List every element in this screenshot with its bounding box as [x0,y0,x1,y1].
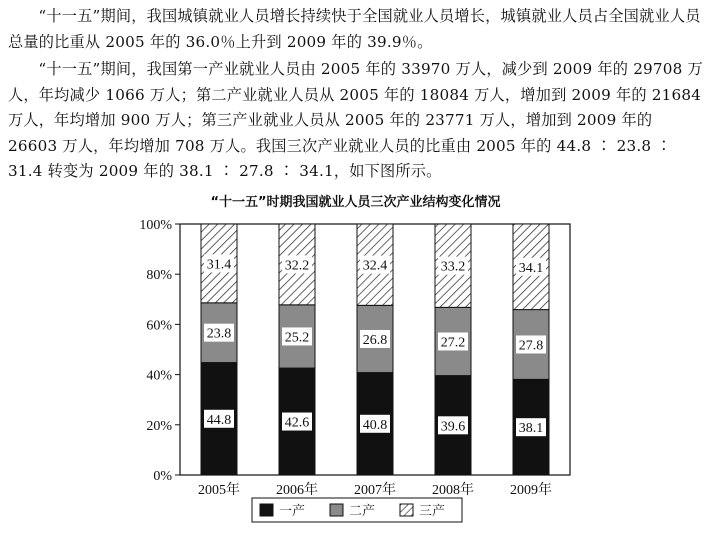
y-tick-label: 40% [146,368,172,384]
y-tick-label: 60% [146,318,172,334]
data-label: 44.8 [206,412,232,428]
y-tick-label: 100% [139,218,172,233]
y-tick-label: 80% [146,268,172,284]
x-tick-label: 2006年 [276,483,318,498]
data-label: 34.1 [518,260,544,276]
x-tick-label: 2008年 [432,483,474,498]
paragraph-urban-employment: “十一五”期间，我国城镇就业人员增长持续快于全国就业人员增长，城镇就业人员占全国就业人员总量的比重从 2005 年的 36.0％上升到 2009 年的 39.9％。 [8,7,701,51]
legend-swatch-三产 [400,504,413,516]
data-label: 26.8 [362,332,388,348]
data-label: 38.1 [518,421,544,437]
data-label: 27.8 [518,338,544,354]
legend-label: 三产 [419,504,446,519]
legend-swatch-一产 [260,504,273,516]
data-label: 32.4 [362,258,388,274]
data-label: 40.8 [362,417,388,433]
data-label: 27.2 [440,335,466,351]
bars [201,224,549,475]
legend-swatch-二产 [330,504,343,516]
x-tick-label: 2009年 [510,483,552,498]
x-tick-label: 2007年 [354,483,396,498]
legend [252,498,462,522]
legend-label: 一产 [279,504,306,519]
y-tick-label: 0% [153,469,172,484]
x-axis [198,481,552,498]
data-label: 25.2 [284,330,310,346]
data-label: 33.2 [440,259,466,275]
data-label: 39.6 [440,419,466,435]
data-label: 23.8 [206,326,232,342]
chart-title: “十一五”时期我国就业人员三次产业结构变化情况 [210,195,501,210]
x-tick-label: 2005年 [198,483,240,498]
data-label: 31.4 [206,257,232,273]
data-label: 32.2 [284,258,310,274]
data-label: 42.6 [284,415,310,431]
y-tick-label: 20% [146,418,172,434]
y-axis [139,218,180,484]
legend-label: 二产 [349,504,376,519]
paragraph-industry-employment: “十一五”期间，我国第一产业就业人员由 2005 年的 33970 万人，减少到 2009 年的 29708 万人，年均减少 1066 万人；第二产业就业人员从 2005 年的 18084 万人，增加到 2009 年的 21684 万人，年均增加 900 万人；第三产业就业人员从 2005 年的 23771 万人，增加到 2009 年的 26603 万人，年均增加 708 万人。我国三次产业就业人员的比重由 2005 年的 44.8 ∶ 23.8 ∶ 31.4 转变为 2009 年的 38.1 ∶ 27.8 ∶ 34.1，如下图所示。 [8,60,703,180]
